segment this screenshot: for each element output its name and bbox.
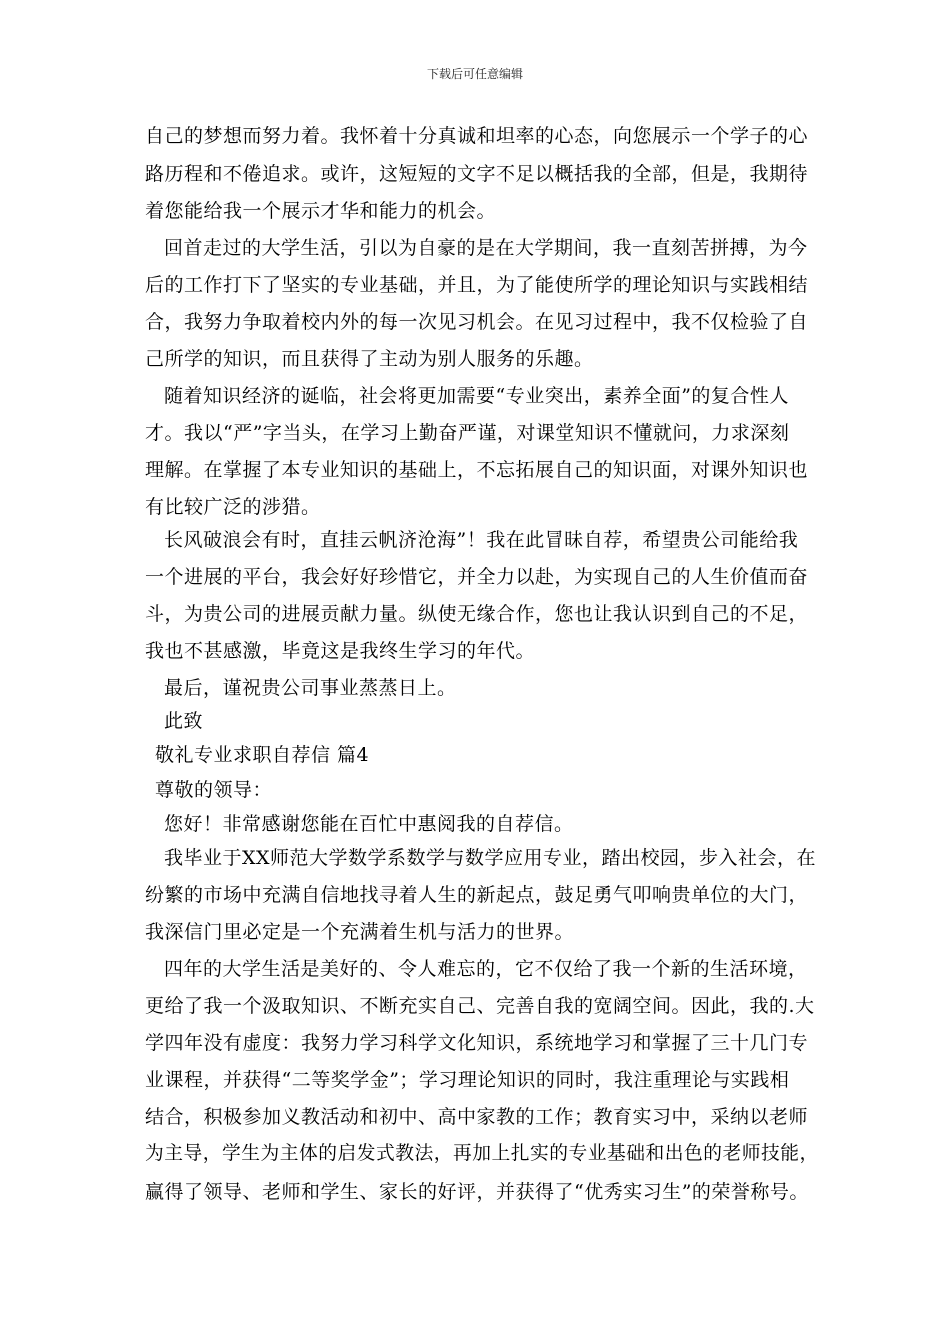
text-line: 更给了我一个汲取知识、不断充实自己、完善自我的宽阔空间。因此，我的.大	[145, 995, 815, 1017]
text-line: 才。我以“严”字当头，在学习上勤奋严谨，对课堂知识不懂就问，力求深刻	[145, 422, 790, 444]
text-line: 回首走过的大学生活，引以为自豪的是在大学期间，我一直刻苦拼搏，为今	[164, 237, 808, 259]
text-line: 学四年没有虚度：我努力学习科学文化知识，系统地学习和掌握了三十几门专	[145, 1032, 809, 1054]
text-line: 敬礼专业求职自荐信 篇4	[155, 744, 370, 766]
text-line: 一个进展的平台，我会好好珍惜它，并全力以赴，为实现自己的人生价值而奋	[145, 566, 809, 588]
text-line: 您好！非常感谢您能在百忙中惠阅我的自荐信。	[164, 813, 574, 835]
text-line: 理解。在掌握了本专业知识的基础上，不忘拓展自己的知识面，对课外知识也	[145, 459, 809, 481]
text-line: 结合，积极参加义教活动和初中、高中家教的工作；教育实习中，采纳以老师	[145, 1106, 809, 1128]
text-line: 随着知识经济的诞临，社会将更加需要“专业突出，素养全面”的复合性人	[164, 385, 789, 407]
text-line: 长风破浪会有时，直挂云帆济沧海”！我在此冒昧自荐，希望贵公司能给我	[164, 529, 799, 551]
text-line: 后的工作打下了坚实的专业基础，并且，为了能使所学的理论知识与实践相结	[145, 274, 809, 296]
text-line: 我深信门里必定是一个充满着生机与活力的世界。	[145, 921, 575, 943]
text-line: 赢得了领导、老师和学生、家长的好评，并获得了“优秀实习生”的荣誉称号。	[145, 1181, 809, 1203]
text-line: 纷繁的市场中充满自信地找寻着人生的新起点，鼓足勇气叩响贵单位的大门，	[145, 884, 809, 906]
text-line: 我毕业于XX师范大学数学系数学与数学应用专业，踏出校园，步入社会，在	[164, 847, 817, 869]
text-line: 尊敬的领导：	[155, 779, 273, 801]
page-header: 下载后可任意编辑	[426, 67, 523, 81]
text-line: 最后，谨祝贵公司事业蒸蒸日上。	[164, 677, 457, 699]
text-line: 斗，为贵公司的进展贡献力量。纵使无缘合作，您也让我认识到自己的不足，	[145, 603, 809, 625]
text-line: 己所学的知识，而且获得了主动为别人服务的乐趣。	[145, 348, 594, 370]
text-line: 自己的梦想而努力着。我怀着十分真诚和坦率的心态，向您展示一个学子的心	[145, 125, 809, 147]
text-line: 为主导，学生为主体的启发式教法，再加上扎实的专业基础和出色的老师技能，	[145, 1143, 819, 1164]
text-line: 合，我努力争取着校内外的每一次见习机会。在见习过程中，我不仅检验了自	[145, 311, 809, 333]
text-line: 此致	[164, 710, 204, 732]
text-line: 四年的大学生活是美好的、令人难忘的，它不仅给了我一个新的生活环境，	[164, 958, 808, 980]
text-line: 路历程和不倦追求。或许，这短短的文字不足以概括我的全部，但是，我期待	[145, 163, 809, 185]
text-line: 着您能给我一个展示才华和能力的机会。	[145, 200, 497, 222]
text-line: 我也不甚感激，毕竟这是我终生学习的年代。	[145, 640, 536, 662]
text-line: 业课程，并获得“二等奖学金”；学习理论知识的同时，我注重理论与实践相	[145, 1069, 790, 1091]
text-line: 有比较广泛的涉猎。	[145, 496, 321, 518]
